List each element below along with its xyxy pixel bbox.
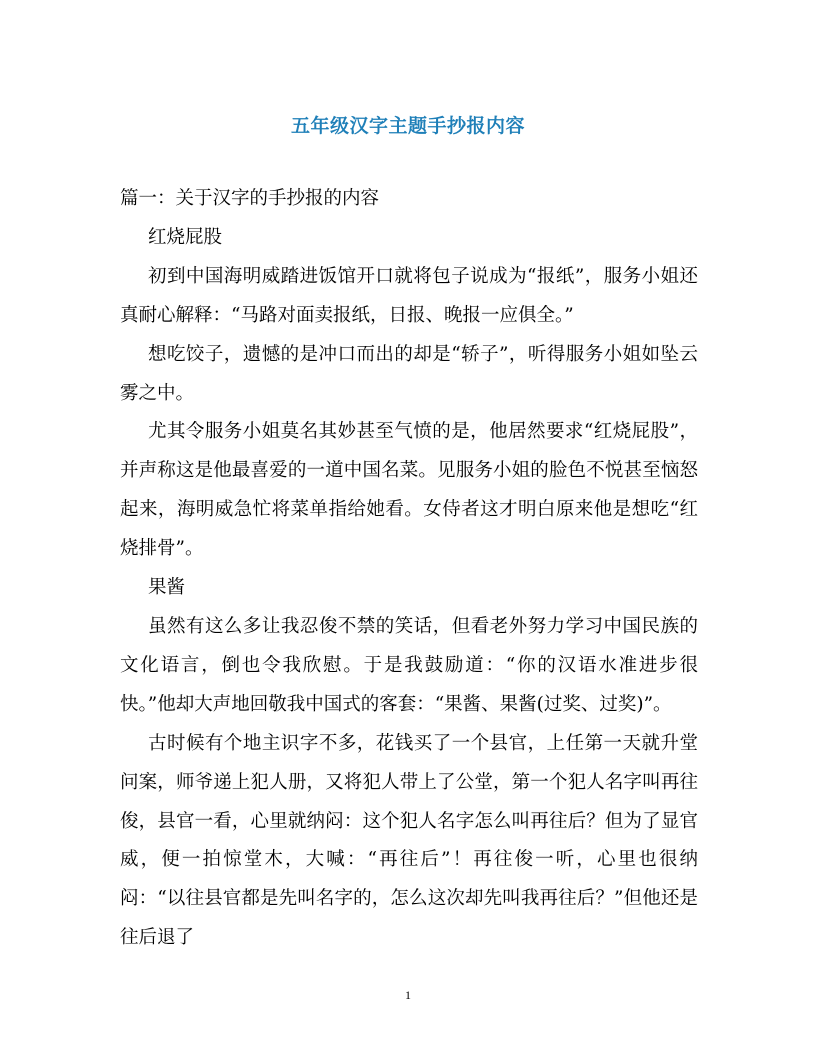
paragraph: 古时候有个地主识字不多，花钱买了一个县官，上任第一天就升堂问案，师爷递上犯人册，又将犯人带上了公堂，第一个犯人名字叫再往俊，县官一看，心里就纳闷：这个犯人名字怎么叫再往后？但为了显官威，便一拍惊堂木，大喊：“再往后”！再往俊一听，心里也很纳闷：“以往县官都是先叫名字的，怎么这次却先叫我再往后？”但他还是往后退了 — [120, 732, 698, 949]
paragraph: 尤其令服务小姐莫名其妙甚至气愤的是，他居然要求“红烧屁股”，并声称这是他最喜爱的一道中国名菜。见服务小姐的脸色不悦甚至恼怒起来，海明威急忙将菜单指给她看。女侍者这才明白原来他是想吃“红烧排骨”。 — [120, 421, 698, 560]
page-title: 五年级汉字主题手抄报内容 — [290, 115, 525, 137]
paragraph: 想吃饺子，遗憾的是冲口而出的却是“轿子”，听得服务小姐如坠云雾之中。 — [120, 343, 698, 404]
section-heading: 篇一：关于汉字的手抄报的内容 — [120, 188, 380, 209]
document-body — [120, 180, 698, 958]
subheading-guojiang: 果酱 — [148, 577, 186, 599]
paragraph: 虽然有这么多让我忍俊不禁的笑话，但看老外努力学习中国民族的文化语言，倒也令我欣慰。于是我鼓励道：“你的汉语水准进步很快。”他却大声地回敬我中国式的客套：“果酱、果酱(过奖、过奖)”。 — [120, 615, 698, 715]
subheading-hongshao: 红烧屁股 — [148, 226, 223, 248]
page-number: 1 — [405, 988, 411, 1002]
paragraph: 初到中国海明威踏进饭馆开口就将包子说成为“报纸”，服务小姐还真耐心解释：“马路对面卖报纸，日报、晚报一应俱全。” — [120, 265, 698, 326]
